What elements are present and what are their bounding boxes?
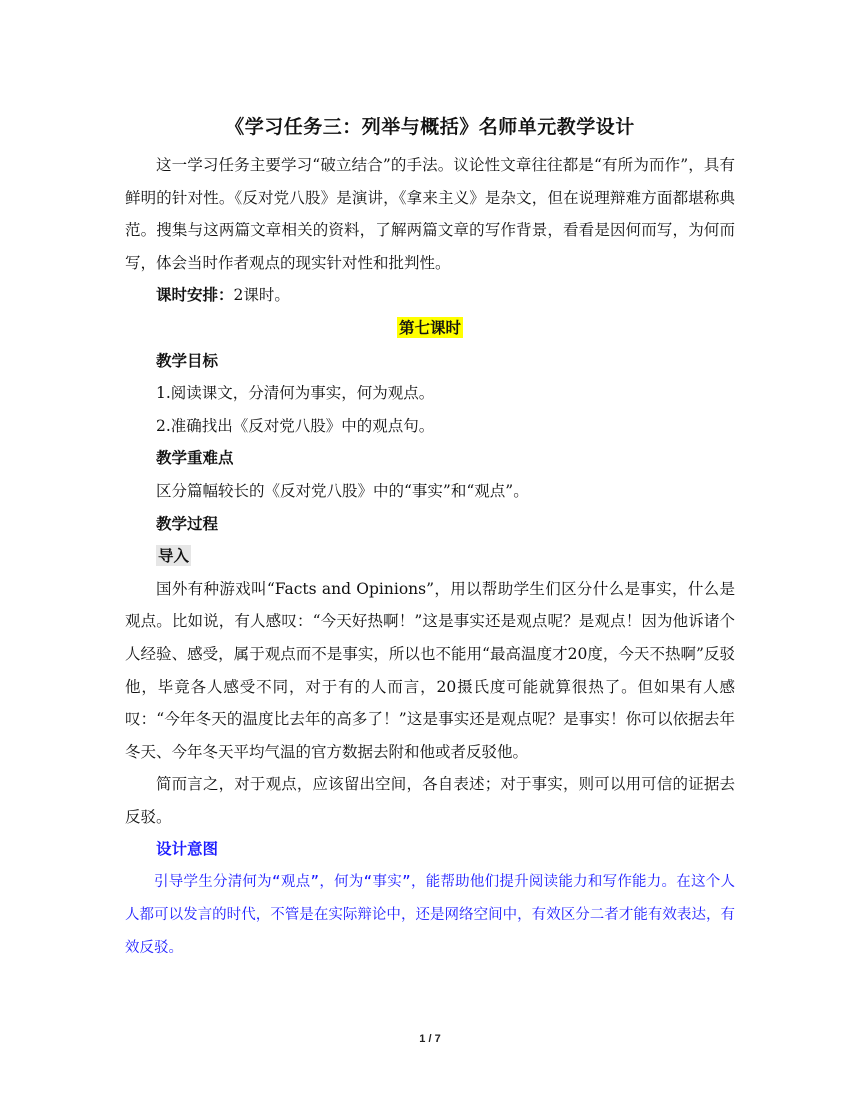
lesson-title-line: [125, 312, 735, 345]
key-points-heading: 教学重难点: [156, 448, 234, 468]
design-intent-heading: 设计意图: [156, 839, 219, 859]
process-heading: 教学过程: [156, 513, 219, 533]
process-paragraph-2: 简而言之，对于观点，应该留出空间，各自表述；对于事实，则可以用可信的证据去反驳。: [125, 775, 735, 826]
schedule-value: 2课时。: [233, 286, 290, 305]
key-points-text: 区分篇幅较长的《反对党八股》中的“事实”和“观点”。: [156, 481, 529, 500]
objectives-heading: 教学目标: [156, 350, 219, 370]
intro-label-line: [125, 540, 735, 573]
document-title: 《学习任务三：列举与概括》名师单元教学设计: [225, 116, 635, 138]
intro-paragraph: 这一学习任务主要学习“破立结合”的手法。议论性文章往往都是“有所为而作”，具有鲜明的针对性。《反对党八股》是演讲，《拿来主义》是杂文，但在说理辩难方面都堪称典范。搜集与这两篇文章相关的资料，了解两篇文章的写作背景，看看是因何而写，为何而写，体会当时作者观点的现实针对性和批判性。: [125, 156, 735, 272]
design-intent-text: 引导学生分清何为“观点”，何为“事实”，能帮助他们提升阅读能力和写作能力。在这个人人都可以发言的时代，不管是在实际辩论中，还是网络空间中，有效区分二者才能有效表达，有效反驳。: [125, 874, 735, 957]
schedule-label: 课时安排：: [156, 285, 234, 305]
objective-item-1: 1.阅读课文，分清何为事实，何为观点。: [156, 384, 435, 403]
schedule-line: [125, 279, 735, 312]
page-number: 1 / 7: [419, 1033, 441, 1045]
lesson-title: 第七课时: [398, 317, 461, 337]
process-paragraph-1: 国外有种游戏叫“Facts and Opinions”，用以帮助学生们区分什么是事实，什么是观点。比如说，有人感叹：“今天好热啊！”这是事实还是观点呢？是观点！因为他诉诸个人经验、感受，属于观点而不是事实，所以也不能用“最高温度才20度，今天不热啊”反驳他，毕竟各人感受不同，对于有的人而言，20摄氏度可能就算很热了。但如果有人感叹：“今年冬天的温度比去年的高多了！”这是事实还是观点呢？是事实！你可以依据去年冬天、今年冬天平均气温的官方数据去附和他或者反驳他。: [125, 579, 735, 761]
objective-item-2: 2.准确找出《反对党八股》中的观点句。: [156, 416, 435, 435]
document-body: [125, 112, 735, 965]
intro-label: 导入: [158, 546, 190, 566]
